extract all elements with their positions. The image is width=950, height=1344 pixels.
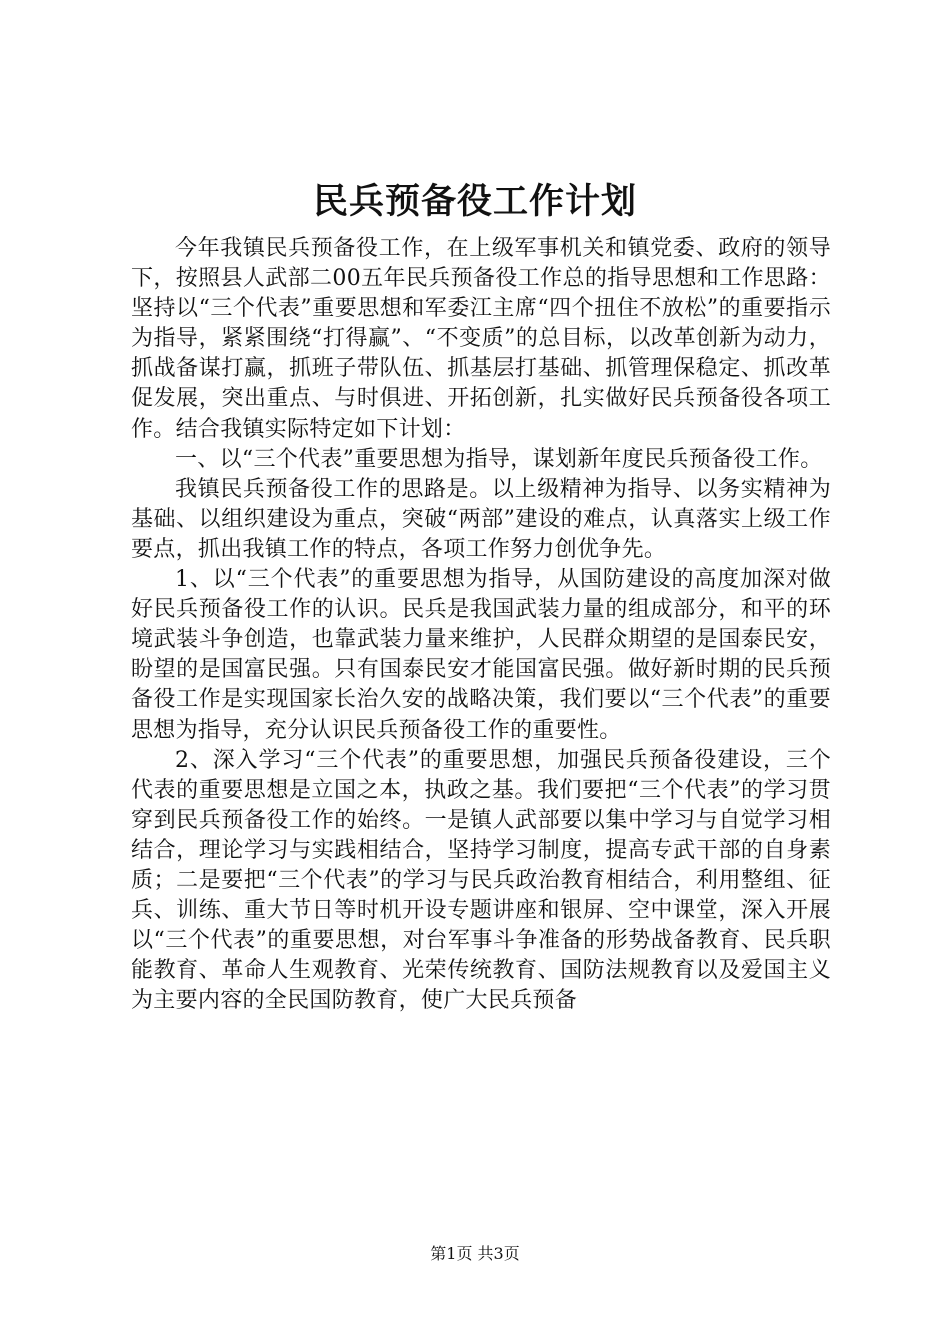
- paragraph-intro: 今年我镇民兵预备役工作，在上级军事机关和镇党委、政府的领导下，按照县人武部二00五年民兵预备役工作总的指导思想和工作思路：坚持以“三个代表”重要思想和军委江主席“四个扭住不放松”的重要指示为指导，紧紧围绕“打得赢”、“不变质”的总目标，以改革创新为动力，抓战备谋打赢，抓班子带队伍、抓基层打基础、抓管理保稳定、抓改革促发展，突出重点、与时俱进、开拓创新，扎实做好民兵预备役各项工作。结合我镇实际特定如下计划：: [131, 236, 831, 442]
- paragraph-item-2: 2、深入学习“三个代表”的重要思想，加强民兵预备役建设，三个代表的重要思想是立国之本，执政之基。我们要把“三个代表”的学习贯穿到民兵预备役工作的始终。一是镇人武部要以集中学习与自觉学习相结合，理论学习与实践相结合，坚持学习制度，提高专武干部的自身素质；二是要把“三个代表”的学习与民兵政治教育相结合，利用整组、征兵、训练、重大节日等时机开设专题讲座和银屏、空中课堂，深入开展以“三个代表”的重要思想，对台军事斗争准备的形势战备教育、民兵职能教育、革命人生观教育、光荣传统教育、国防法规教育以及爱国主义为主要内容的全民国防教育，使广大民兵预备: [131, 747, 831, 1014]
- paragraph-item-1: 1、以“三个代表”的重要思想为指导，从国防建设的高度加深对做好民兵预备役工作的认识。民兵是我国武装力量的组成部分，和平的环境武装斗争创造，也靠武装力量来维护，人民群众期望的是国泰民安，盼望的是国富民强。只有国泰民安才能国富民强。做好新时期的民兵预备役工作是实现国家长治久安的战略决策，我们要以“三个代表”的重要思想为指导，充分认识民兵预备役工作的重要性。: [131, 567, 831, 743]
- document-body: [131, 234, 831, 1016]
- page-footer: 第1页 共3页: [430, 1244, 520, 1263]
- document-title: 民兵预备役工作计划: [312, 181, 637, 222]
- paragraph-work-approach: 我镇民兵预备役工作的思路是。以上级精神为指导、以务实精神为基础、以组织建设为重点，突破“两部”建设的难点，认真落实上级工作要点，抓出我镇工作的特点，各项工作努力创优争先。: [131, 476, 831, 562]
- paragraph-section-one-heading: 一、以“三个代表”重要思想为指导，谋划新年度民兵预备役工作。: [175, 446, 823, 472]
